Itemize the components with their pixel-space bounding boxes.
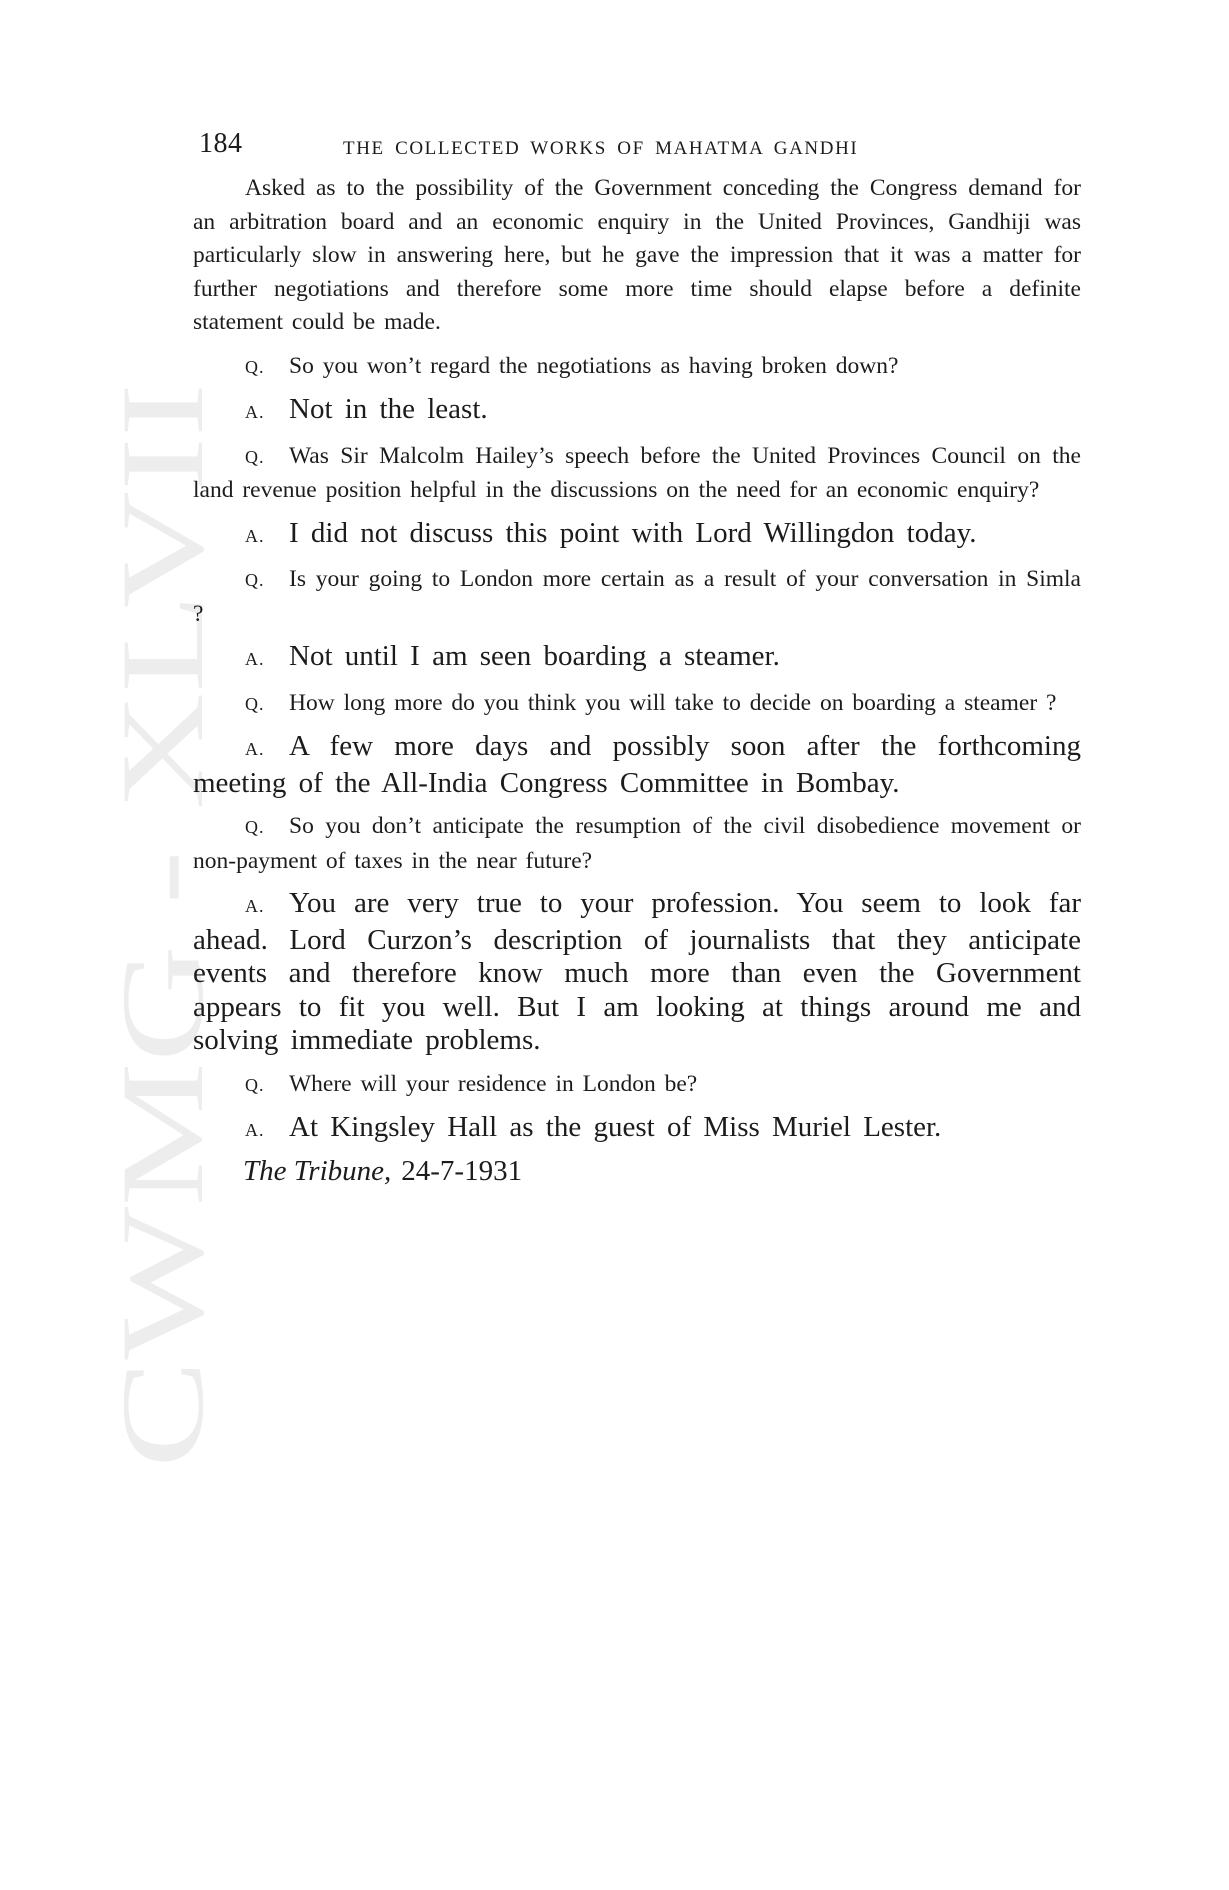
question-6	[193, 1068, 1081, 1103]
answer-3-text: Not until I am seen boarding a steamer.	[289, 640, 780, 672]
answer-6-text: At Kingsley Hall as the guest of Miss Muriel Lester.	[289, 1111, 942, 1143]
question-label: Q.	[245, 446, 265, 467]
answer-label: A.	[245, 739, 265, 759]
answer-1	[193, 393, 1081, 430]
source-date: 24-7-1931	[401, 1154, 523, 1187]
question-label: Q.	[245, 356, 265, 377]
question-1	[193, 350, 1081, 385]
answer-2-text: I did not discuss this point with Lord Willingdon today.	[289, 516, 977, 549]
question-1-text: So you won’t regard the negotiations as having broken down?	[289, 352, 899, 379]
question-label: Q.	[245, 570, 265, 590]
answer-5-text: You are very true to your profession. You seem to look far ahead. Lord Curzon’s description of journalists that they anticipate events and therefore know much more than even the Government appears to fit you well. But I am looking at things around me and solving immediate problems.	[193, 887, 1081, 1056]
answer-3	[193, 640, 1081, 677]
document-page	[193, 120, 1081, 1188]
question-6-text: Where will your residence in London be?	[289, 1070, 698, 1097]
question-label: Q.	[245, 693, 265, 714]
question-3-text: Is your going to London more certain as a result of your conversation in Simla ?	[193, 566, 1081, 627]
question-4	[193, 687, 1081, 722]
answer-2	[193, 517, 1081, 554]
answer-4	[193, 730, 1081, 800]
source-publication: The Tribune,	[243, 1154, 392, 1187]
question-label: Q.	[245, 1074, 265, 1095]
answer-label: A.	[245, 1120, 265, 1140]
page-number: 184	[199, 128, 243, 159]
source-citation	[193, 1155, 1081, 1189]
intro-paragraph	[193, 172, 1081, 340]
answer-label: A.	[245, 649, 265, 669]
question-5-text: So you don’t anticipate the resumption of the civil disobedience movement or non-payment of taxes in the near future?	[193, 813, 1081, 874]
page-header	[193, 120, 1081, 172]
answer-5	[193, 887, 1081, 1058]
question-2	[193, 440, 1081, 508]
answer-label: A.	[245, 402, 265, 422]
running-title: THE COLLECTED WORKS OF MAHATMA GANDHI	[343, 138, 859, 159]
question-2-text: Was Sir Malcolm Hailey’s speech before the United Provinces Council on the land revenue position helpful in the discussions on the need for an economic enquiry?	[193, 442, 1081, 503]
question-label: Q.	[245, 817, 265, 837]
answer-label: A.	[245, 896, 265, 916]
question-5	[193, 810, 1081, 878]
question-4-text: How long more do you think you will take to decide on boarding a steamer ?	[289, 689, 1057, 716]
question-3	[193, 563, 1081, 631]
watermark-text: CWMG - XLVII	[97, 679, 228, 1468]
answer-label: A.	[245, 525, 265, 546]
intro-text: Asked as to the possibility of the Government conceding the Congress demand for an arbitration board and an economic enquiry in the United Provinces, Gandhiji was particularly slow in answering here, but he gave the impression that it was a matter for further negotiations and therefore some more time should elapse before a definite statement could be made.	[193, 175, 1081, 335]
answer-4-text: A few more days and possibly soon after the forthcoming meeting of the All-India Congress Committee in Bombay.	[193, 730, 1081, 799]
answer-1-text: Not in the least.	[289, 393, 488, 425]
answer-6	[193, 1111, 1081, 1148]
